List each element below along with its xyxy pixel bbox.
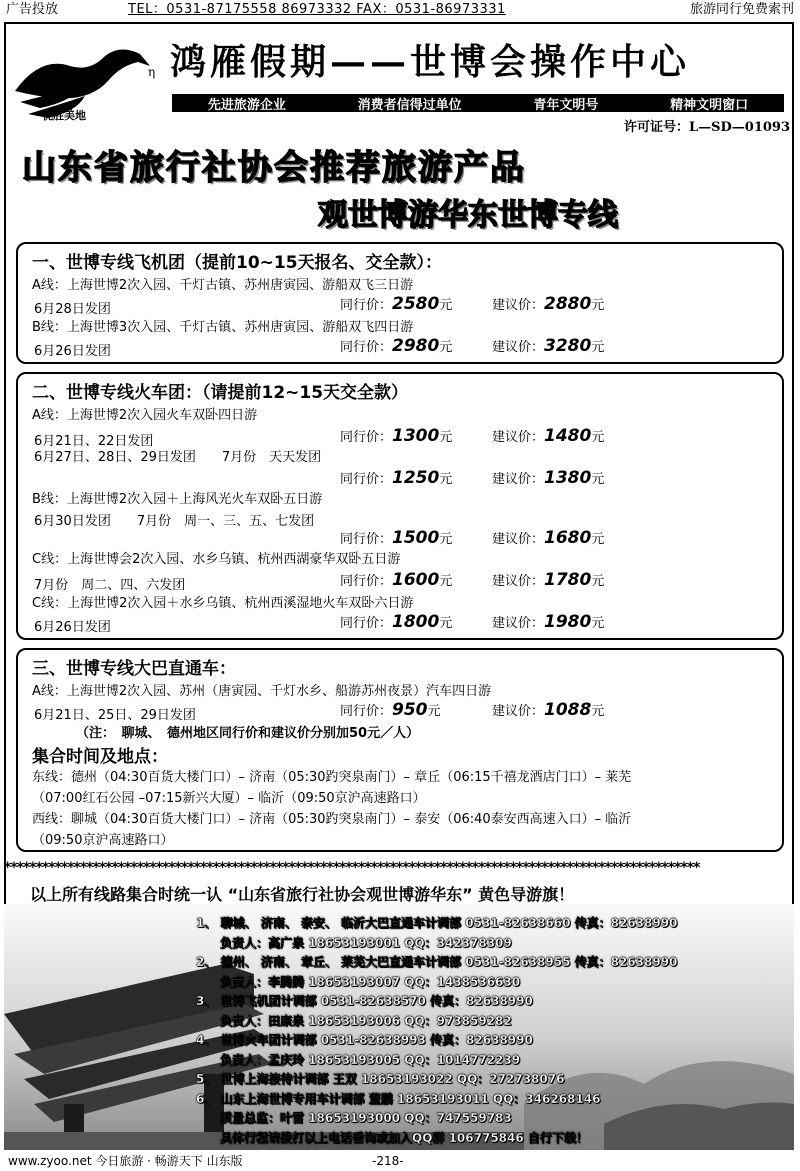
meeting-line: （09:50京沪高速路口） (32, 833, 174, 848)
flag-banner: 以上所有线路集合时统一认 “山东省旅行社协会观世博游华东” 黄色导游旗！ (30, 885, 575, 904)
logo-text: 优胜美地 (42, 109, 86, 122)
departure-date: 7月份 周二、四、六发团 (34, 578, 186, 593)
departure-date: 6月21日、22日发团 (34, 434, 154, 449)
contact-line: 6、 山东上海世博专用车计调部 董鹏 18653193011 QQ：346268146 (196, 1091, 601, 1106)
free-catalog-label: 旅游同行免费索刊 (689, 2, 794, 17)
honor-tag: 先进旅游企业 (207, 97, 286, 113)
peer-price: 同行价：1600元 (340, 570, 453, 590)
route-line: C线：上海世博会2次入园、水乡乌镇、杭州西湖豪华双卧五日游 (32, 552, 401, 567)
price-note: （注： 聊城、 德州地区同行价和建议价分别加50元／人） (76, 726, 420, 741)
suggested-price: 建议价：1088元 (492, 700, 605, 720)
peer-price: 同行价：950元 (340, 700, 441, 720)
peer-price: 同行价：2980元 (340, 336, 453, 356)
route-line: B线：上海世博3次入园、千灯古镇、苏州唐寅园、游船双飞四日游 (32, 320, 414, 335)
contact-line: 负责人：李腾腾 18653193007 QQ：1438536630 (196, 974, 521, 989)
honor-tags (172, 94, 784, 112)
departure-date: 6月21日、25日、29日发团 (34, 708, 196, 723)
section-train-tours (16, 372, 784, 640)
peer-price: 同行价：1250元 (340, 468, 453, 488)
contact-line: 3、 世博飞机团计调部 0531-82638570 传真：82638990 (196, 994, 533, 1008)
headline-recommended: 山东省旅行社协会推荐旅游产品 (22, 148, 526, 188)
section-title: 二、世博专线火车团：（请提前12~15天交全款） (32, 383, 409, 403)
section-flight-tours (16, 242, 784, 364)
route-line: C线：上海世博2次入园＋水乡乌镇、杭州西溪湿地火车双卧六日游 (32, 596, 414, 611)
ad-label: 广告投放 (6, 2, 59, 17)
route-line: A线：上海世博2次入园火车双卧四日游 (32, 408, 258, 423)
license-number: 许可证号：L—SD—01093 (623, 120, 790, 135)
peer-price: 同行价：1800元 (340, 612, 453, 632)
svg-text:η: η (148, 65, 156, 79)
departure-date: 6月30日发团 7月份 周一、三、五、七发团 (34, 514, 315, 529)
route-line: A线：上海世博2次入园、千灯古镇、苏州唐寅园、游船双飞三日游 (32, 278, 414, 293)
star-divider: ************************************************************************************************************** (4, 860, 700, 876)
contact-line: 负责人：孟庆玲 18653193005 QQ：1014772239 (196, 1052, 521, 1067)
contact-line: 2、 德州、 济南、 章丘、 莱芜大巴直通车计调部 0531-82638955 传真：82638990 (196, 955, 678, 969)
peer-price: 同行价：1300元 (340, 426, 453, 446)
meeting-line: （07:00红石公园 –07:15新兴大厦）– 临沂（09:50京沪高速路口） (32, 791, 426, 806)
peer-price: 同行价：2580元 (340, 294, 453, 314)
route-line: A线：上海世博2次入园、苏州（唐寅园、千灯水乡、船游苏州夜景）汽车四日游 (32, 684, 492, 699)
contact-line: 具体行程请拨打以上电话垂询或加入QQ群 106775846 自行下载！ (196, 1130, 588, 1145)
honor-tag: 消费者信得过单位 (357, 97, 462, 113)
departure-date: 6月26日发团 (34, 344, 111, 359)
section-bus-tours (16, 648, 784, 852)
contact-numbers: TEL：0531-87175558 86973332 FAX：0531-86973331 (128, 2, 506, 17)
departure-date: 6月26日发团 (34, 620, 111, 635)
suggested-price: 建议价：1380元 (492, 468, 605, 488)
suggested-price: 建议价：1680元 (492, 528, 605, 548)
route-line: B线：上海世博2次入园＋上海风光火车双卧五日游 (32, 492, 323, 507)
section-title: 一、世博专线飞机团（提前10~15天报名、交全款）： (32, 253, 443, 273)
contact-line: 4、 世博火车团计调部 0531-82638993 传真：82638990 (196, 1033, 533, 1047)
honor-tag: 青年文明号 (533, 97, 599, 113)
contact-line: 质量总监：叶雷 18653193000 QQ：747559783 (196, 1111, 512, 1125)
departure-date: 6月27日、28日、29日发团 7月份 天天发团 (34, 450, 322, 465)
suggested-price: 建议价：1780元 (492, 570, 605, 590)
contact-line: 1、 聊城、 济南、 泰安、 临沂大巴直通车计调部 0531-82638660 传真：82638990 (196, 916, 678, 930)
page-footer (0, 1152, 800, 1171)
suggested-price: 建议价：1480元 (492, 426, 605, 446)
contact-line: 5、 世博上海接待计调部 王双 18653193022 QQ：272738076 (196, 1072, 565, 1086)
contact-line: 负责人：田康泉 18653193006 QQ：973859282 (196, 1013, 512, 1028)
contact-list (196, 914, 677, 1148)
honor-tag: 精神文明窗口 (670, 97, 749, 113)
top-bar (0, 0, 800, 20)
suggested-price: 建议价：3280元 (492, 336, 605, 356)
departure-date: 6月28日发团 (34, 302, 111, 317)
contact-line: 负责人：高广泉 18653193001 QQ：342378309 (196, 935, 512, 950)
meeting-line: 西线：聊城（04:30百货大楼门口）– 济南（05:30趵突泉南门）– 泰安（06:40泰安西高速入口）– 临沂 (32, 812, 632, 827)
meeting-title: 集合时间及地点： (32, 747, 168, 767)
meeting-line: 东线：德州（04:30百货大楼门口）– 济南（05:30趵突泉南门）– 章丘（06:15千禧龙酒店门口）– 莱芜 (32, 770, 632, 785)
headline-expo-line: 观世博游华东世博专线 (318, 198, 618, 233)
footer-site: www.zyoo.net 今日旅游 · 畅游天下 山东版 (8, 1154, 243, 1168)
suggested-price: 建议价：1980元 (492, 612, 605, 632)
page-title: 鸿雁假期——世博会操作中心 (170, 41, 691, 83)
section-title: 三、世博专线大巴直通车： (32, 659, 236, 679)
page-number: -218- (372, 1154, 404, 1168)
suggested-price: 建议价：2880元 (492, 294, 605, 314)
peer-price: 同行价：1500元 (340, 528, 453, 548)
